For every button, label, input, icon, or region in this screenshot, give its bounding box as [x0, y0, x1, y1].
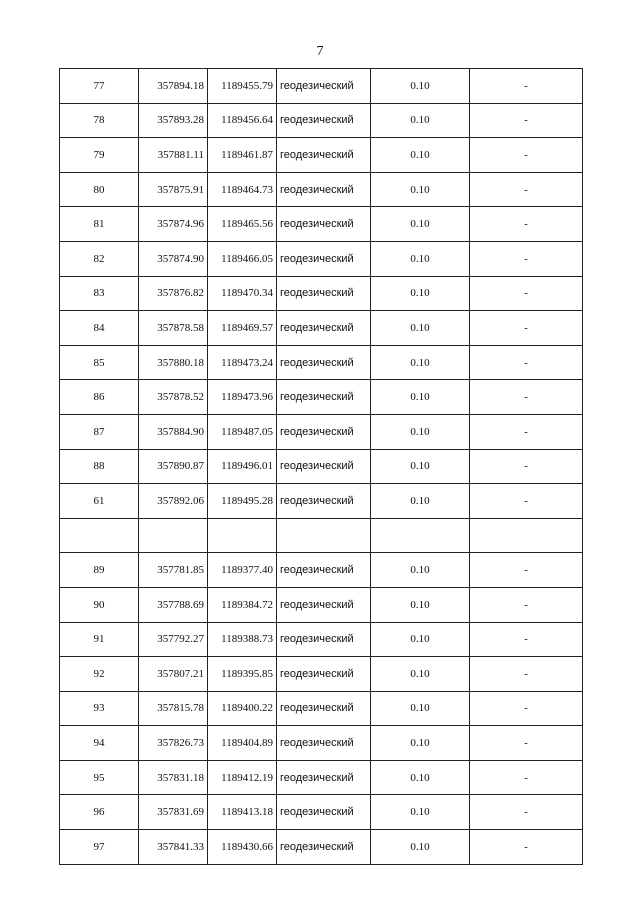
coordinates-table-body [60, 69, 583, 865]
x-coordinate-cell: 357781.85 [139, 553, 208, 588]
page-number: 7 [316, 44, 324, 59]
point-number-cell: 83 [60, 276, 139, 311]
precision-cell: 0.10 [371, 795, 470, 830]
point-number-cell: 95 [60, 760, 139, 795]
x-coordinate-cell: 357892.06 [139, 484, 208, 519]
point-number-cell: 91 [60, 622, 139, 657]
precision-cell: 0.10 [371, 484, 470, 519]
point-number-cell: 88 [60, 449, 139, 484]
note-cell: - [470, 138, 583, 173]
method-cell: геодезический [277, 276, 371, 311]
x-coordinate-cell: 357831.18 [139, 760, 208, 795]
y-coordinate-cell: 1189395.85 [208, 657, 277, 692]
table-row [60, 830, 583, 865]
note-cell: - [470, 241, 583, 276]
y-coordinate-cell: 1189465.56 [208, 207, 277, 242]
table-row [60, 760, 583, 795]
x-coordinate-cell [139, 518, 208, 553]
x-coordinate-cell: 357831.69 [139, 795, 208, 830]
y-coordinate-cell: 1189455.79 [208, 69, 277, 104]
y-coordinate-cell: 1189496.01 [208, 449, 277, 484]
y-coordinate-cell: 1189404.89 [208, 726, 277, 761]
table-row [60, 726, 583, 761]
point-number-cell: 89 [60, 553, 139, 588]
table-row [60, 622, 583, 657]
point-number-cell: 81 [60, 207, 139, 242]
method-cell: геодезический [277, 795, 371, 830]
precision-cell: 0.10 [371, 69, 470, 104]
table-row [60, 311, 583, 346]
note-cell: - [470, 553, 583, 588]
precision-cell [371, 518, 470, 553]
precision-cell: 0.10 [371, 172, 470, 207]
method-cell: геодезический [277, 207, 371, 242]
method-cell: геодезический [277, 103, 371, 138]
point-number-cell: 97 [60, 830, 139, 865]
precision-cell: 0.10 [371, 760, 470, 795]
point-number-cell: 96 [60, 795, 139, 830]
note-cell: - [470, 830, 583, 865]
x-coordinate-cell: 357884.90 [139, 414, 208, 449]
y-coordinate-cell: 1189400.22 [208, 691, 277, 726]
x-coordinate-cell: 357890.87 [139, 449, 208, 484]
precision-cell: 0.10 [371, 276, 470, 311]
method-cell: геодезический [277, 622, 371, 657]
method-cell: геодезический [277, 380, 371, 415]
table-row [60, 553, 583, 588]
y-coordinate-cell: 1189470.34 [208, 276, 277, 311]
precision-cell: 0.10 [371, 241, 470, 276]
table-row [60, 276, 583, 311]
method-cell: геодезический [277, 830, 371, 865]
x-coordinate-cell: 357874.96 [139, 207, 208, 242]
method-cell: геодезический [277, 241, 371, 276]
table-row [60, 587, 583, 622]
method-cell: геодезический [277, 138, 371, 173]
y-coordinate-cell: 1189487.05 [208, 414, 277, 449]
method-cell: геодезический [277, 449, 371, 484]
table-row [60, 207, 583, 242]
x-coordinate-cell: 357841.33 [139, 830, 208, 865]
method-cell: геодезический [277, 172, 371, 207]
x-coordinate-cell: 357893.28 [139, 103, 208, 138]
x-coordinate-cell: 357876.82 [139, 276, 208, 311]
point-number-cell: 79 [60, 138, 139, 173]
x-coordinate-cell: 357815.78 [139, 691, 208, 726]
table-row [60, 138, 583, 173]
precision-cell: 0.10 [371, 622, 470, 657]
method-cell: геодезический [277, 726, 371, 761]
x-coordinate-cell: 357826.73 [139, 726, 208, 761]
x-coordinate-cell: 357807.21 [139, 657, 208, 692]
method-cell: геодезический [277, 414, 371, 449]
table-row [60, 380, 583, 415]
note-cell: - [470, 587, 583, 622]
note-cell: - [470, 484, 583, 519]
table-row [60, 449, 583, 484]
x-coordinate-cell: 357894.18 [139, 69, 208, 104]
y-coordinate-cell: 1189464.73 [208, 172, 277, 207]
point-number-cell: 93 [60, 691, 139, 726]
precision-cell: 0.10 [371, 553, 470, 588]
note-cell: - [470, 657, 583, 692]
method-cell: геодезический [277, 760, 371, 795]
table-row [60, 172, 583, 207]
note-cell: - [470, 172, 583, 207]
precision-cell: 0.10 [371, 449, 470, 484]
precision-cell: 0.10 [371, 657, 470, 692]
method-cell: геодезический [277, 484, 371, 519]
method-cell: геодезический [277, 691, 371, 726]
y-coordinate-cell: 1189466.05 [208, 241, 277, 276]
table-row [60, 241, 583, 276]
x-coordinate-cell: 357792.27 [139, 622, 208, 657]
note-cell: - [470, 345, 583, 380]
point-number-cell: 84 [60, 311, 139, 346]
method-cell: геодезический [277, 69, 371, 104]
note-cell: - [470, 449, 583, 484]
coordinates-table [59, 68, 583, 865]
precision-cell: 0.10 [371, 380, 470, 415]
y-coordinate-cell: 1189377.40 [208, 553, 277, 588]
table-row [60, 691, 583, 726]
point-number-cell: 82 [60, 241, 139, 276]
note-cell: - [470, 726, 583, 761]
y-coordinate-cell: 1189461.87 [208, 138, 277, 173]
x-coordinate-cell: 357875.91 [139, 172, 208, 207]
precision-cell: 0.10 [371, 207, 470, 242]
y-coordinate-cell: 1189473.96 [208, 380, 277, 415]
note-cell: - [470, 622, 583, 657]
precision-cell: 0.10 [371, 138, 470, 173]
point-number-cell: 94 [60, 726, 139, 761]
note-cell: - [470, 69, 583, 104]
y-coordinate-cell: 1189430.66 [208, 830, 277, 865]
y-coordinate-cell: 1189473.24 [208, 345, 277, 380]
point-number-cell: 77 [60, 69, 139, 104]
point-number-cell: 90 [60, 587, 139, 622]
note-cell: - [470, 276, 583, 311]
precision-cell: 0.10 [371, 345, 470, 380]
note-cell: - [470, 311, 583, 346]
point-number-cell: 78 [60, 103, 139, 138]
point-number-cell: 61 [60, 484, 139, 519]
note-cell: - [470, 207, 583, 242]
x-coordinate-cell: 357881.11 [139, 138, 208, 173]
y-coordinate-cell: 1189456.64 [208, 103, 277, 138]
point-number-cell: 87 [60, 414, 139, 449]
note-cell: - [470, 760, 583, 795]
precision-cell: 0.10 [371, 103, 470, 138]
x-coordinate-cell: 357874.90 [139, 241, 208, 276]
y-coordinate-cell: 1189384.72 [208, 587, 277, 622]
note-cell: - [470, 795, 583, 830]
precision-cell: 0.10 [371, 726, 470, 761]
point-number-cell: 80 [60, 172, 139, 207]
method-cell: геодезический [277, 311, 371, 346]
note-cell: - [470, 414, 583, 449]
note-cell: - [470, 103, 583, 138]
x-coordinate-cell: 357788.69 [139, 587, 208, 622]
method-cell: геодезический [277, 553, 371, 588]
method-cell: геодезический [277, 587, 371, 622]
y-coordinate-cell: 1189495.28 [208, 484, 277, 519]
precision-cell: 0.10 [371, 311, 470, 346]
note-cell [470, 518, 583, 553]
precision-cell: 0.10 [371, 691, 470, 726]
point-number-cell: 86 [60, 380, 139, 415]
table-row [60, 484, 583, 519]
x-coordinate-cell: 357880.18 [139, 345, 208, 380]
precision-cell: 0.10 [371, 587, 470, 622]
precision-cell: 0.10 [371, 830, 470, 865]
table-row [60, 795, 583, 830]
table-row [60, 518, 583, 553]
precision-cell: 0.10 [371, 414, 470, 449]
method-cell [277, 518, 371, 553]
table-row [60, 414, 583, 449]
y-coordinate-cell: 1189469.57 [208, 311, 277, 346]
y-coordinate-cell: 1189388.73 [208, 622, 277, 657]
table-row [60, 657, 583, 692]
y-coordinate-cell [208, 518, 277, 553]
note-cell: - [470, 380, 583, 415]
x-coordinate-cell: 357878.52 [139, 380, 208, 415]
point-number-cell [60, 518, 139, 553]
y-coordinate-cell: 1189413.18 [208, 795, 277, 830]
table-row [60, 103, 583, 138]
method-cell: геодезический [277, 657, 371, 692]
x-coordinate-cell: 357878.58 [139, 311, 208, 346]
point-number-cell: 92 [60, 657, 139, 692]
method-cell: геодезический [277, 345, 371, 380]
table-row [60, 69, 583, 104]
table-row [60, 345, 583, 380]
point-number-cell: 85 [60, 345, 139, 380]
y-coordinate-cell: 1189412.19 [208, 760, 277, 795]
note-cell: - [470, 691, 583, 726]
